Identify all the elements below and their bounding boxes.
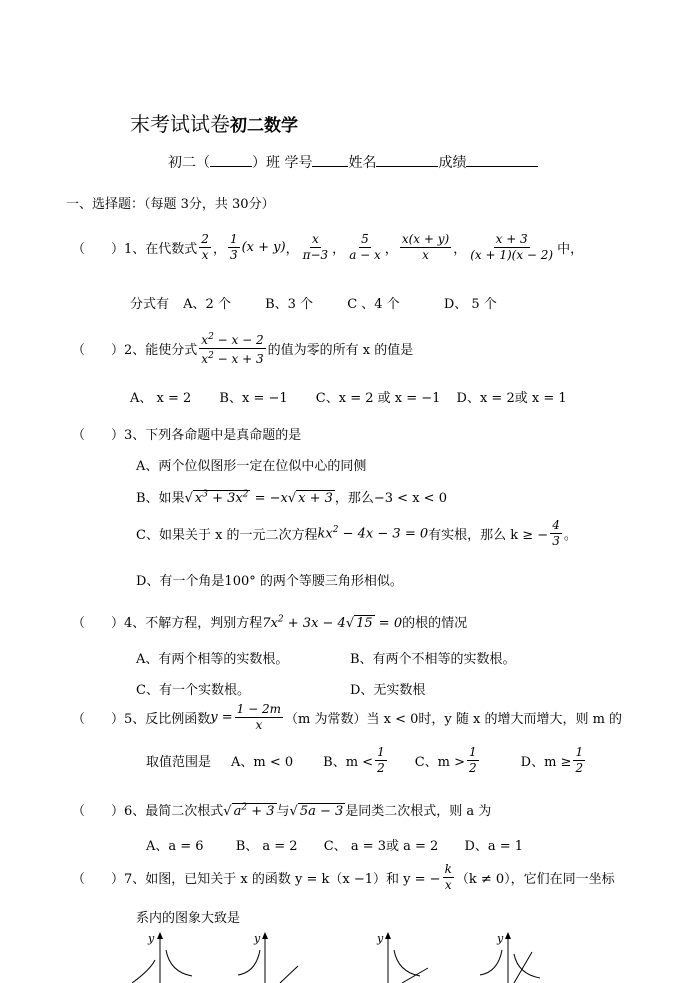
sqrt-expr-2: √ x + 3 xyxy=(287,491,333,506)
name-blank[interactable] xyxy=(376,152,438,167)
q3-option-c[interactable] xyxy=(136,518,577,549)
radical-2: √ 5a − 3 xyxy=(289,804,344,819)
expr-fraction: $\frac{x^2 - x - 2}{x^2 - x + 3}$ xyxy=(201,332,264,366)
graph-a xyxy=(132,932,192,983)
q2-options xyxy=(130,387,567,406)
score-blank[interactable] xyxy=(466,152,538,167)
option-d[interactable]: D、a = 1 xyxy=(464,839,524,854)
expr-6: $\frac{x + 3}{(x + 1)(x - 2)}$ xyxy=(470,232,554,262)
question-line2: 取值范围是 xyxy=(146,755,212,770)
option-b-post: ，那么−3 < x < 0 xyxy=(334,491,447,506)
option-c[interactable]: C、 a = 3或 a = 2 xyxy=(323,839,439,854)
graph-d xyxy=(480,932,540,983)
option-c-pre: C、如果关于 x 的一元二次方程 xyxy=(136,528,318,543)
info-name: 姓名 xyxy=(348,155,377,171)
option-c-mid: 有实根，那么 k ≥ − xyxy=(428,528,549,543)
q4-option-b[interactable]: B、有两个不相等的实数根。 xyxy=(350,652,516,667)
question-tail: （k ≠ 0），它们在同一坐标 xyxy=(455,872,615,887)
option-c[interactable]: C、x = 2 或 x = −1 xyxy=(315,391,441,406)
title-bold: 初二数学 xyxy=(230,116,298,136)
equation: $7x^2 + 3x - 4√$ 15 = 0 xyxy=(262,614,403,631)
axis-y-label-d: y xyxy=(497,932,504,945)
option-a[interactable]: A、a = 6 xyxy=(146,839,204,854)
answer-paren[interactable]: （ ） xyxy=(72,712,125,727)
question-tail: （m 为常数）当 x < 0时，y 随 x 的增大而增大，则 m 的 xyxy=(285,712,623,727)
option-c[interactable]: C、m > xyxy=(414,755,466,770)
option-d[interactable]: D、x = 2或 x = 1 xyxy=(456,391,567,406)
question-5: （ ） 5、反比例函数 y = $\frac{1 - 2m}{x}$ （m 为常数）当 x < 0时，y 随 x 的增大而增大，则 m 的 xyxy=(72,702,623,732)
title-main: 末考试试卷 xyxy=(130,112,230,136)
question-text: 5、反比例函数 xyxy=(124,712,211,727)
question-text: 3、下列各命题中是真命题的是 xyxy=(124,428,302,443)
expr-2: $\frac{1}{3}$ xyxy=(229,232,238,262)
fraction-4-3: $\frac{4}{3}$ xyxy=(552,518,560,548)
option-d[interactable]: D、 5 个 xyxy=(443,297,497,312)
answer-paren[interactable]: （ ） xyxy=(72,343,125,358)
option-b-pre: B、如果 xyxy=(136,491,185,506)
student-info-line xyxy=(168,152,538,172)
question-3 xyxy=(72,424,301,443)
question-tail: 的值为零的所有 x 的值是 xyxy=(267,343,414,358)
question-7 xyxy=(72,862,615,893)
question-text: 6、最简二次根式 xyxy=(124,804,224,819)
fraction-1-2m: $\frac{1 - 2m}{x}$ xyxy=(236,702,282,732)
option-b[interactable]: B、x = −1 xyxy=(219,391,288,406)
question-tail: 中， xyxy=(557,242,584,257)
question-text: 4、不解方程，判别方程 xyxy=(124,616,263,631)
question-tail: 是同类二次根式，则 a 为 xyxy=(345,804,492,819)
options-prefix: 分式有 xyxy=(130,297,170,312)
q5-options xyxy=(146,745,587,776)
expr-4: $\frac{5}{a - x}$ xyxy=(349,232,381,262)
option-a[interactable]: A、m < 0 xyxy=(231,755,294,770)
q7-graph-sketches xyxy=(120,930,680,983)
axis-y-label-c: y xyxy=(377,932,384,945)
radical-1: √ $a^2 + 3$ xyxy=(223,802,275,819)
axis-y-label-b: y xyxy=(254,932,261,945)
option-c-post: 。 xyxy=(563,528,577,543)
option-c[interactable]: C 、4 个 xyxy=(347,297,400,312)
option-d[interactable]: D、m ≥ xyxy=(520,755,572,770)
graph-c xyxy=(376,932,428,983)
sqrt-expr-1: √ $x^3 + 3x^2$ xyxy=(184,489,249,506)
question-text: 2、能使分式 xyxy=(124,343,198,358)
question-text: 7、如图，已知关于 x 的函数 y = k（x −1）和 y = − xyxy=(124,872,441,887)
question-2 xyxy=(72,330,413,367)
question-6 xyxy=(72,800,491,819)
q3-option-a[interactable]: A、两个位似图形一定在位似中心的同侧 xyxy=(136,459,367,474)
expr-3: $\frac{x}{\pi-3}$ xyxy=(302,232,329,262)
question-tail: 的根的情况 xyxy=(402,616,468,631)
half-c: $\frac{1}{2}$ xyxy=(469,745,477,775)
question-4 xyxy=(72,612,467,631)
half-b: $\frac{1}{2}$ xyxy=(377,745,385,775)
student-id-blank[interactable] xyxy=(312,152,348,167)
expr-5: $\frac{x(x + y)}{x}$ xyxy=(401,232,450,262)
answer-paren[interactable]: （ ） xyxy=(72,428,125,443)
question-1: （ ） 1、在代数式 $\frac{2}{x}$ ， $\frac{1}{3}$ (x + y) ， $\frac{x}{\pi-3}$ ， $\frac{5}{a - x}$ ， $\frac{x(x + y)}{x}$ ， $\frac{x + 3}{(x + 1)(x - 2)}$ 中， xyxy=(72,232,584,262)
q4-option-c[interactable]: C、有一个实数根。 xyxy=(136,683,250,698)
expr-1: $\frac{2}{x}$ xyxy=(201,232,209,262)
page-title xyxy=(130,108,298,137)
half-d: $\frac{1}{2}$ xyxy=(575,745,584,775)
answer-paren[interactable]: （ ） xyxy=(72,616,125,631)
option-b[interactable]: B、m < xyxy=(323,755,374,770)
section-heading: 一、选择题：（每题 3分，共 30分） xyxy=(66,197,275,212)
graph-b xyxy=(238,932,298,983)
info-score: 成绩 xyxy=(438,155,467,171)
option-b[interactable]: B、3 个 xyxy=(265,297,314,312)
answer-paren[interactable]: （ ） xyxy=(72,242,125,257)
question-mid: 与 xyxy=(276,804,290,819)
option-a[interactable]: A、2 个 xyxy=(183,297,231,312)
option-a[interactable]: A、 x = 2 xyxy=(130,391,192,406)
axis-y-label-a: y xyxy=(148,932,155,945)
q4-option-d[interactable]: D、无实数根 xyxy=(350,683,426,698)
answer-paren[interactable]: （ ） xyxy=(72,804,125,819)
option-b[interactable]: B、 a = 2 xyxy=(235,839,298,854)
equation: $kx^2 - 4x - 3 = 0$ xyxy=(317,525,429,542)
answer-paren[interactable]: （ ） xyxy=(72,872,125,887)
question-text: 1、在代数式 xyxy=(124,242,198,257)
q3-option-d[interactable]: D、有一个角是100° 的两个等腰三角形相似。 xyxy=(136,574,403,589)
q6-options xyxy=(146,835,523,854)
fraction-k-x: $\frac{k}{x}$ xyxy=(444,862,452,892)
info-class: ）班 学号 xyxy=(252,155,313,171)
q3-option-b[interactable]: B、如果√ $x^3 + 3x^2 = -x√$ x + 3 ，那么−3 < x < 0 xyxy=(136,489,447,506)
q4-option-a[interactable]: A、有两个相等的实数根。 xyxy=(136,652,289,667)
q1-options xyxy=(130,293,497,312)
class-blank[interactable] xyxy=(210,152,252,167)
info-prefix: 初二（ xyxy=(168,155,210,171)
q7-line2: 系内的图象大致是 xyxy=(136,911,241,926)
